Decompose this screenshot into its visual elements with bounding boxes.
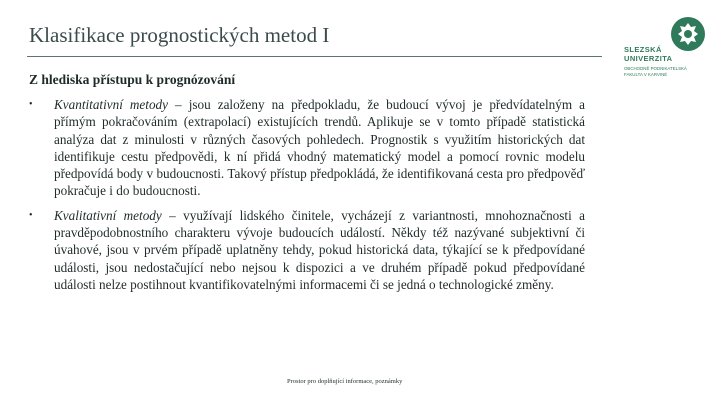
logo-text-faculty: OBCHODNĚ PODNIKATELSKÁ	[624, 66, 687, 71]
bullet-description: – jsou založeny na předpokladu, že budoucí vývoj je předvídatelným a přímým pokračováním (extrapolací) existujících trendů. Aplikuje se v tomto případě statistická analýza dat z minulosti v různých časových pohledech. Prognostik s využitím historických dat identifikuje cestu předpovědi, k ní přidá vhodný matematický model a pomocí rovnic modelu předpovídá body v budoucnosti. Takový přístup předpokládá, že identifikovaná cesta pro předpověď pokračuje i do budoucnosti.	[54, 97, 585, 199]
bullet-term: Kvantitativní metody	[54, 97, 168, 112]
bullet-description: – využívají lidského činitele, vycházejí z variantnosti, mnohoznačnosti a pravděpodobnostního charakteru vývoje budoucích událostí. Někdy též nazývané subjektivní či úvahové, jsou v prvém případě uplatněny tehdy, pokud historická data, týkající se k předpovídané události, jsou nedostačující nebo nejsou k dispozici a ve druhém případě pokud předpovídané události nelze postihnout kvantifikovatelnými informacemi či se jedná o technologické změny.	[54, 207, 585, 292]
bullet-icon: •	[29, 99, 33, 110]
bullet-item-quantitative	[29, 96, 585, 200]
bullet-text	[54, 96, 585, 200]
slide-title: Klasifikace prognostických metod I	[29, 23, 330, 47]
logo-text-univerzita: UNIVERZITA	[624, 54, 673, 63]
university-emblem-icon	[670, 16, 706, 52]
university-logo	[624, 16, 708, 80]
title-divider	[27, 56, 602, 57]
footer-notes: Prostor pro doplňující informace, poznámky	[287, 378, 403, 385]
bullet-term: Kvalitativní metody	[54, 207, 162, 223]
bullet-icon: •	[29, 209, 33, 221]
logo-text-slezska: SLEZSKÁ	[624, 45, 662, 54]
section-subheading: Z hlediska přístupu k prognózování	[29, 72, 236, 87]
bullet-list	[29, 96, 585, 300]
bullet-text	[54, 207, 585, 293]
logo-text-location: FAKULTA V KARVINÉ	[624, 72, 668, 77]
bullet-item-qualitative	[29, 207, 585, 293]
